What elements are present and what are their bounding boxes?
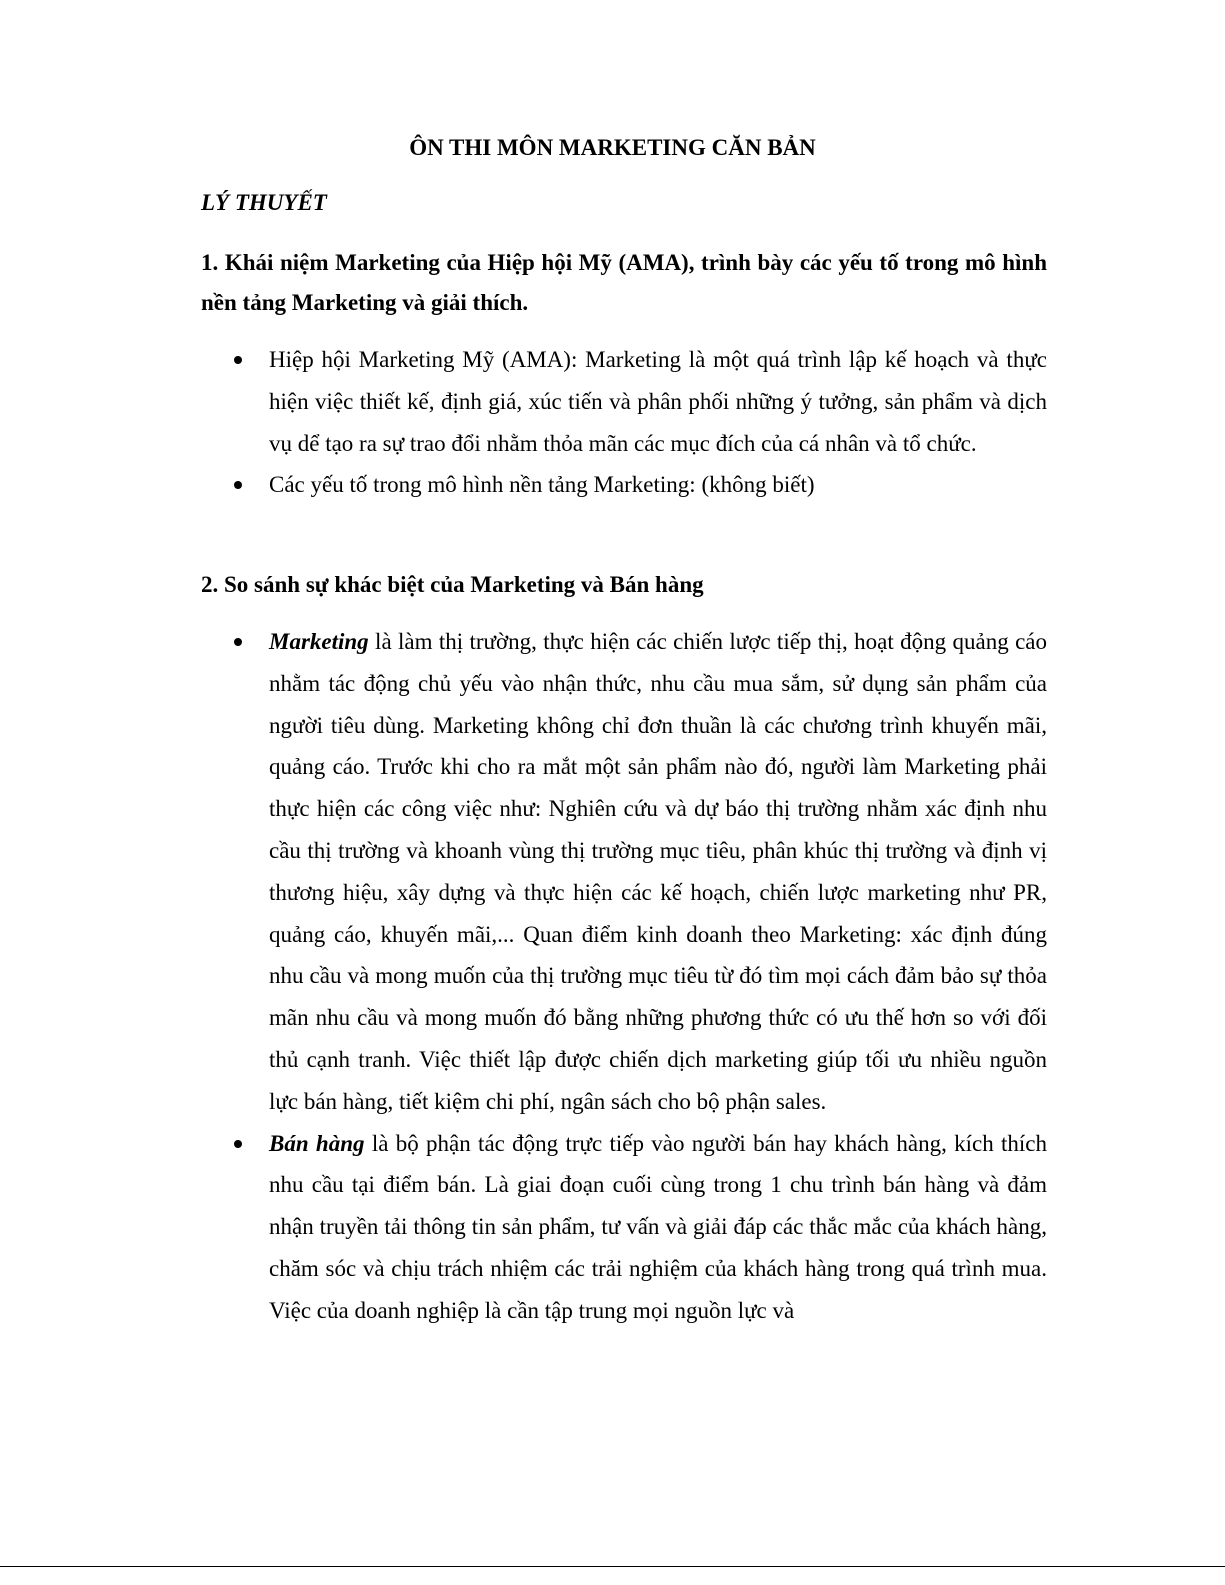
page-bottom-rule [0,1566,1225,1567]
bullet-term: Marketing [269,629,369,654]
document-title: ÔN THI MÔN MARKETING CĂN BẢN [409,135,816,160]
bullet-item [201,621,1047,1123]
question-1-answer-list [201,339,1047,506]
bullet-text: Các yếu tố trong mô hình nền tảng Marketing: (không biết) [269,472,815,498]
section-label: LÝ THUYẾT [201,190,327,215]
question-2-heading: 2. So sánh sự khác biệt của Marketing và Bán hàng [201,572,704,597]
bullet-text: là bộ phận tác động trực tiếp vào người bán hay khách hàng, kích thích nhu cầu tại điểm bán. Là giai đoạn cuối cùng trong 1 chu trình bán hàng và đảm nhận truyền tải thông tin sản phẩm, tư vấn và giải đáp các thắc mắc của khách hàng, chăm sóc và chịu trách nhiệm các trải nghiệm của khách hàng trong quá trình mua. Việc của doanh nghiệp là cần tập trung mọi nguồn lực và [269,1130,1048,1323]
bullet-item [201,1123,1047,1332]
bullet-text: Hiệp hội Marketing Mỹ (AMA): Marketing là một quá trình lập kế hoạch và thực hiện việc thiết kế, định giá, xúc tiến và phân phối những ý tưởng, sản phẩm và dịch vụ dể tạo ra sự trao đổi nhằm thỏa mãn các mục đích của cá nhân và tổ chức. [269,347,1047,456]
bullet-text: là làm thị trường, thực hiện các chiến lược tiếp thị, hoạt động quảng cáo nhằm tác động chủ yếu vào nhận thức, nhu cầu mua sắm, sử dụng sản phẩm của người tiêu dùng. Marketing không chỉ đơn thuần là các chương trình khuyến mãi, quảng cáo. Trước khi cho ra mắt một sản phẩm nào đó, người làm Marketing phải thực hiện các công việc như: Nghiên cứu và dự báo thị trường nhằm xác định nhu cầu thị trường và khoanh vùng thị trường mục tiêu, phân khúc thị trường và định vị thương hiệu, xây dựng và thực hiện các kế hoạch, chiến lược marketing như PR, quảng cáo, khuyến mãi,... Quan điểm kinh doanh theo Marketing: xác định đúng nhu cầu và mong muốn của thị trường mục tiêu từ đó tìm mọi cách đảm bảo sự thỏa mãn nhu cầu và mong muốn đó bằng những phương thức có ưu thế hơn so với đối thủ cạnh tranh. Việc thiết lập được chiến dịch marketing giúp tối ưu nhiều nguồn lực bán hàng, tiết kiệm chi phí, ngân sách cho bộ phận sales. [269,629,1047,1114]
bullet-term: Bán hàng [269,1130,365,1156]
question-1-heading: 1. Khái niệm Marketing của Hiệp hội Mỹ (AMA), trình bày các yếu tố trong mô hình nền tảng Marketing và giải thích. [201,250,1047,315]
question-2-answer-list [201,621,1047,1332]
bullet-item [201,339,1047,464]
bullet-item [201,464,1047,506]
